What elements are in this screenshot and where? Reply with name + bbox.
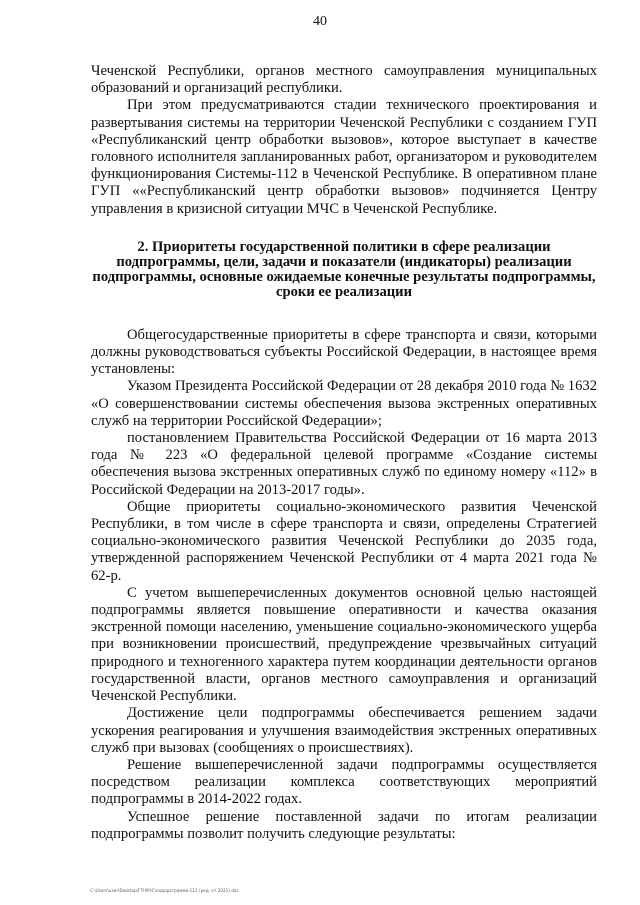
section-paragraph: Общие приоритеты социально-экономического развития Чеченской Республики, в том числе в сфере транспорта и связи, определены Стратегией социально-экономического развития Чеченской Республики до 2035 года, утвержденной распоряжением Чеченской Республики от 4 марта 2021 года № 62-р.: [91, 498, 597, 584]
section-paragraph: Достижение цели подпрограммы обеспечивается решением задачи ускорения реагирования и улучшения взаимодействия экстренных оперативных служб при вызовах (сообщениях о происшествиях).: [91, 705, 597, 756]
section-paragraph: С учетом вышеперечисленных документов основной целью настоящей подпрограммы является повышение оперативности и качества оказания экстренной помощи населению, уменьшение социально-экономического ущерба при возникновении происшествий, предупреждение чрезвычайных ситуаций природного и техногенного характера путем координации деятельности органов государственной власти, органов местного самоуправления и организаций Чеченской Республики.: [91, 584, 597, 705]
section-paragraph: Указом Президента Российской Федерации от 28 декабря 2010 года № 1632 «О совершенствовании системы обеспечения вызова экстренных оперативных служб на территории Российской Федерации»;: [91, 378, 597, 429]
section-paragraph: Успешное решение поставленной задачи по итогам реализации подпрограммы позволит получить следующие результаты:: [91, 808, 597, 842]
document-body: [91, 63, 597, 843]
page-number: 40: [313, 14, 327, 29]
intro-paragraph-continuation: Чеченской Республики, органов местного самоуправления муниципальных образований и организаций республики.: [91, 63, 597, 97]
section-paragraph: Общегосударственные приоритеты в сфере транспорта и связи, которыми должны руководствоваться субъекты Российской Федерации, в настоящее время установлены:: [91, 326, 597, 378]
section-heading: 2. Приоритеты государственной политики в сфере реализации подпрограммы, цели, задачи и показатели (индикаторы) реализации подпрограммы, основные ожидаемые конечные результаты подпрограммы, сроки ее реализации: [92, 238, 596, 300]
file-path-footer: C:\Users\user\Desktop\ГП МЧС\подпрограмма-112 (ред. от 2021).doc: [90, 888, 239, 893]
section-paragraph: постановлением Правительства Российской Федерации от 16 марта 2013 года № 223 «О федеральной целевой программе «Создание системы обеспечения вызова экстренных оперативных служб по единому номеру «112» в Российской Федерации на 2013-2017 годы».: [91, 430, 597, 498]
section-paragraph: Решение вышеперечисленной задачи подпрограммы осуществляется посредством реализации комплекса соответствующих мероприятий подпрограммы в 2014-2022 годах.: [91, 756, 597, 808]
intro-paragraph: При этом предусматриваются стадии технического проектирования и развертывания системы на территории Чеченской Республики с созданием ГУП «Республиканский центр обработки вызовов», которое выступает в качестве головного исполнителя запланированных работ, организатором и руководителем функционирования Системы-112 в Чеченской Республике. В оперативном плане ГУП ««Республиканский центр обработки вызовов» подчиняется Центру управления в кризисной ситуации МЧС в Чеченской Республике.: [91, 97, 597, 217]
